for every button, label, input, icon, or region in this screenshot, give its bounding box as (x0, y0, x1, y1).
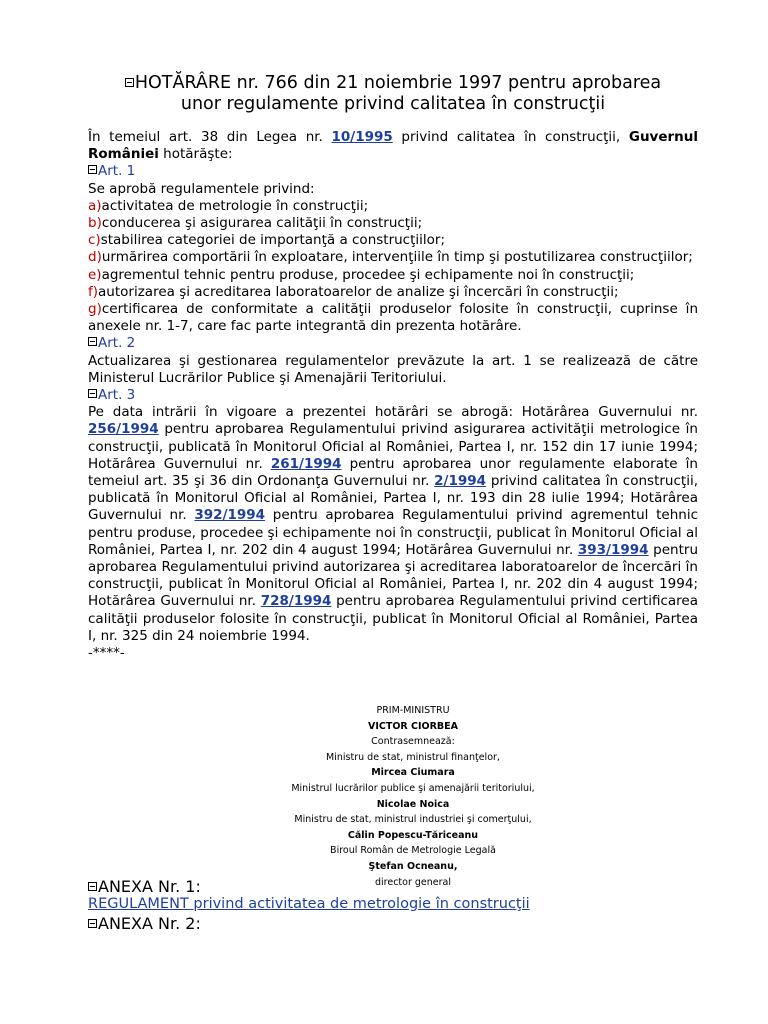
collapse-toggle-icon[interactable] (88, 165, 97, 174)
signature-name: VICTOR CIORBEA (367, 720, 459, 732)
collapse-toggle-icon[interactable] (125, 78, 134, 87)
list-item: c)stabilirea categoriei de importanţă a construcţiilor; (88, 232, 446, 249)
document-body (88, 129, 698, 662)
signature-line: Ministrul lucrărilor publice şi amenajării teritoriului, (291, 782, 535, 794)
intro-paragraph: În temeiul art. 38 din Legea nr. 10/1995 privind calitatea în construcţii, Guvernul României hotărăşte: (88, 129, 699, 163)
list-item: d)urmărirea comportării în exploatare, intervenţiile în timp şi postutilizarea construcţiilor; (88, 249, 693, 266)
separator: -****- (88, 645, 125, 662)
signature-name: Călin Popescu-Tăriceanu (347, 829, 479, 841)
title-line-1: HOTĂRÂRE nr. 766 din 21 noiembrie 1997 pentru aprobarea (134, 73, 662, 93)
signature-name: Ştefan Ocneanu, (368, 860, 458, 872)
art-1-heading[interactable]: Art. 1 (88, 163, 698, 180)
annex-1-link[interactable]: REGULAMENT privind activitatea de metrologie în construcţii (88, 896, 530, 912)
link-hg-261-1994[interactable]: 261/1994 (270, 455, 342, 472)
list-item: a)activitatea de metrologie în construcţii; (88, 197, 369, 214)
annex-2-heading[interactable]: ANEXA Nr. 2: (88, 914, 201, 933)
signature-name: Mircea Ciumara (371, 767, 455, 779)
signature-name: Nicolae Noica (376, 798, 450, 810)
link-hg-728-1994[interactable]: 728/1994 (260, 593, 332, 610)
annex-1-heading[interactable]: ANEXA Nr. 1: (88, 877, 201, 896)
art-1-text: Se aprobă regulamentele privind: (88, 180, 315, 197)
art-3-text: Pe data intrării în vigoare a prezentei hotărâri se abrogă: Hotărârea Guvernului nr. 256/1994 pentru aprobarea Regulamentului privind asigurarea activităţii metrologice în construcţii, publicată în Monitorul Oficial al României, Partea I, nr. 152 din 17 iunie 1994; Hotărârea Guvernului nr. 261/1994 pentru aprobarea unor regulamente elaborate în temeiul art. 35 şi 36 din Ordonanţa Guvernului nr. 2/1994 privind calitatea în construcţii, publicată în Monitorul Oficial al României, Partea I, nr. 193 din 28 iulie 1994; Hotărârea Guvernului nr. 392/1994 pentru aprobarea Regulamentului privind agrementul tehnic pentru produse, procedee şi echipamente noi în construcţii, publicat în Monitorul Oficial al României, Partea I, nr. 202 din 4 august 1994; Hotărârea Guvernului nr. 393/1994 pentru aprobarea Regulamentului privind autorizarea şi acreditarea laboratoarelor de încercări în construcţii, publicat în Monitorul Oficial al României, Partea I, nr. 202 din 4 august 1994; Hotărârea Guvernului nr. 728/1994 pentru aprobarea Regulamentului privind certificarea calităţii produselor folosite în construcţii, publicat în Monitorul Oficial al României, Partea I, nr. 325 din 24 noiembrie 1994. (88, 404, 699, 644)
link-legea-10-1995[interactable]: 10/1995 (331, 129, 393, 145)
art-2-heading[interactable]: Art. 2 (88, 335, 698, 352)
document-title (88, 73, 698, 115)
collapse-toggle-icon[interactable] (88, 337, 97, 346)
signature-line: Contrasemnează: (371, 736, 455, 748)
signature-block (88, 703, 738, 890)
collapse-toggle-icon[interactable] (88, 919, 97, 928)
collapse-toggle-icon[interactable] (88, 389, 97, 398)
list-item: b)conducerea şi asigurarea calităţii în construcţii; (88, 215, 423, 232)
signature-line: Ministru de stat, ministrul industriei şi comerţului, (294, 814, 532, 826)
list-item: f)autorizarea şi acreditarea laboratoarelor de analize şi încercări în construcţii; (88, 283, 619, 300)
list-item: g)certificarea de conformitate a calităţii produselor folosite în construcţii, cuprinse în anexele nr. 1-7, care fac parte integrantă din prezenta hotărâre. (88, 301, 698, 335)
signature-line: Biroul Român de Metrologie Legală (330, 845, 496, 857)
link-og-2-1994[interactable]: 2/1994 (434, 473, 487, 490)
signature-line: PRIM-MINISTRU (376, 705, 450, 716)
link-hg-392-1994[interactable]: 392/1994 (194, 507, 266, 524)
signature-line: Ministru de stat, ministrul finanţelor, (326, 751, 500, 763)
list-item: e)agrementul tehnic pentru produse, procedee şi echipamente noi în construcţii; (88, 266, 635, 283)
art-2-text: Actualizarea şi gestionarea regulamentelor prevăzute la art. 1 se realizează de către Ministerul Lucrărilor Publice şi Amenajării Teritoriului. (88, 352, 698, 386)
art-3-heading[interactable]: Art. 3 (88, 387, 698, 404)
title-line-2: unor regulamente privind calitatea în construcţii (180, 94, 606, 114)
signature-line: director general (374, 876, 451, 888)
link-hg-393-1994[interactable]: 393/1994 (577, 541, 649, 558)
collapse-toggle-icon[interactable] (88, 882, 97, 891)
link-hg-256-1994[interactable]: 256/1994 (88, 421, 159, 438)
